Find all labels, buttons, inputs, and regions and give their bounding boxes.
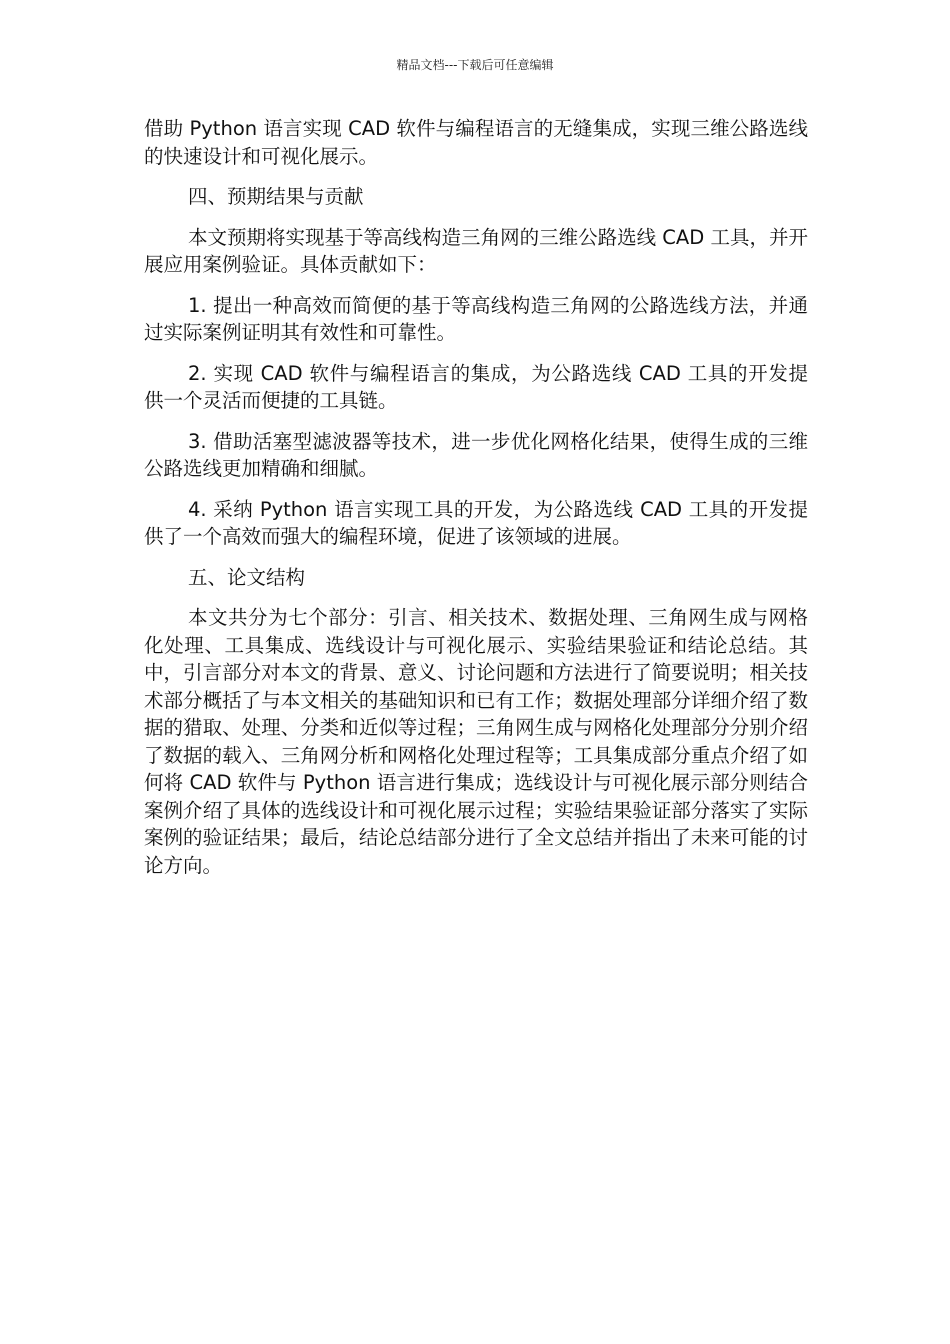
contribution-item-4: 4. 采纳 Python 语言实现工具的开发，为公路选线 CAD 工具的开发提供了一个高效而强大的编程环境，促进了该领域的进展。	[144, 497, 808, 548]
section-heading-thesis-structure: 五、论文结构	[188, 565, 306, 589]
contribution-item-2: 2. 实现 CAD 软件与编程语言的集成，为公路选线 CAD 工具的开发提供一个灵活而便捷的工具链。	[144, 361, 808, 412]
contribution-item-1: 1. 提出一种高效而简便的基于等高线构造三角网的公路选线方法，并通过实际案例证明其有效性和可靠性。	[144, 293, 808, 344]
document-body	[144, 115, 808, 892]
paragraph-expected-intro: 本文预期将实现基于等高线构造三角网的三维公路选线 CAD 工具，并开展应用案例验证。具体贡献如下：	[144, 225, 808, 276]
section-heading-expected-results: 四、预期结果与贡献	[188, 185, 364, 208]
paragraph-continuation: 借助 Python 语言实现 CAD 软件与编程语言的无缝集成，实现三维公路选线的快速设计和可视化展示。	[144, 117, 808, 168]
contribution-item-3: 3. 借助活塞型滤波器等技术，进一步优化网格化结果，使得生成的三维公路选线更加精确和细腻。	[144, 429, 808, 480]
paragraph-thesis-structure: 本文共分为七个部分：引言、相关技术、数据处理、三角网生成与网格化处理、工具集成、选线设计与可视化展示、实验结果验证和结论总结。其中，引言部分对本文的背景、意义、讨论问题和方法进行了简要说明；相关技术部分概括了与本文相关的基础知识和已有工作；数据处理部分详细介绍了数据的猎取、处理、分类和近似等过程；三角网生成与网格化处理部分分别介绍了数据的载入、三角网分析和网格化处理过程等；工具集成部分重点介绍了如何将 CAD 软件与 Python 语言进行集成；选线设计与可视化展示部分则结合案例介绍了具体的选线设计和可视化展示过程；实验结果验证部分落实了实际案例的验证结果；最后，结论总结部分进行了全文总结并指出了未来可能的讨论方向。	[144, 606, 808, 877]
page-header: 精品文档---下载后可任意编辑	[396, 58, 554, 72]
